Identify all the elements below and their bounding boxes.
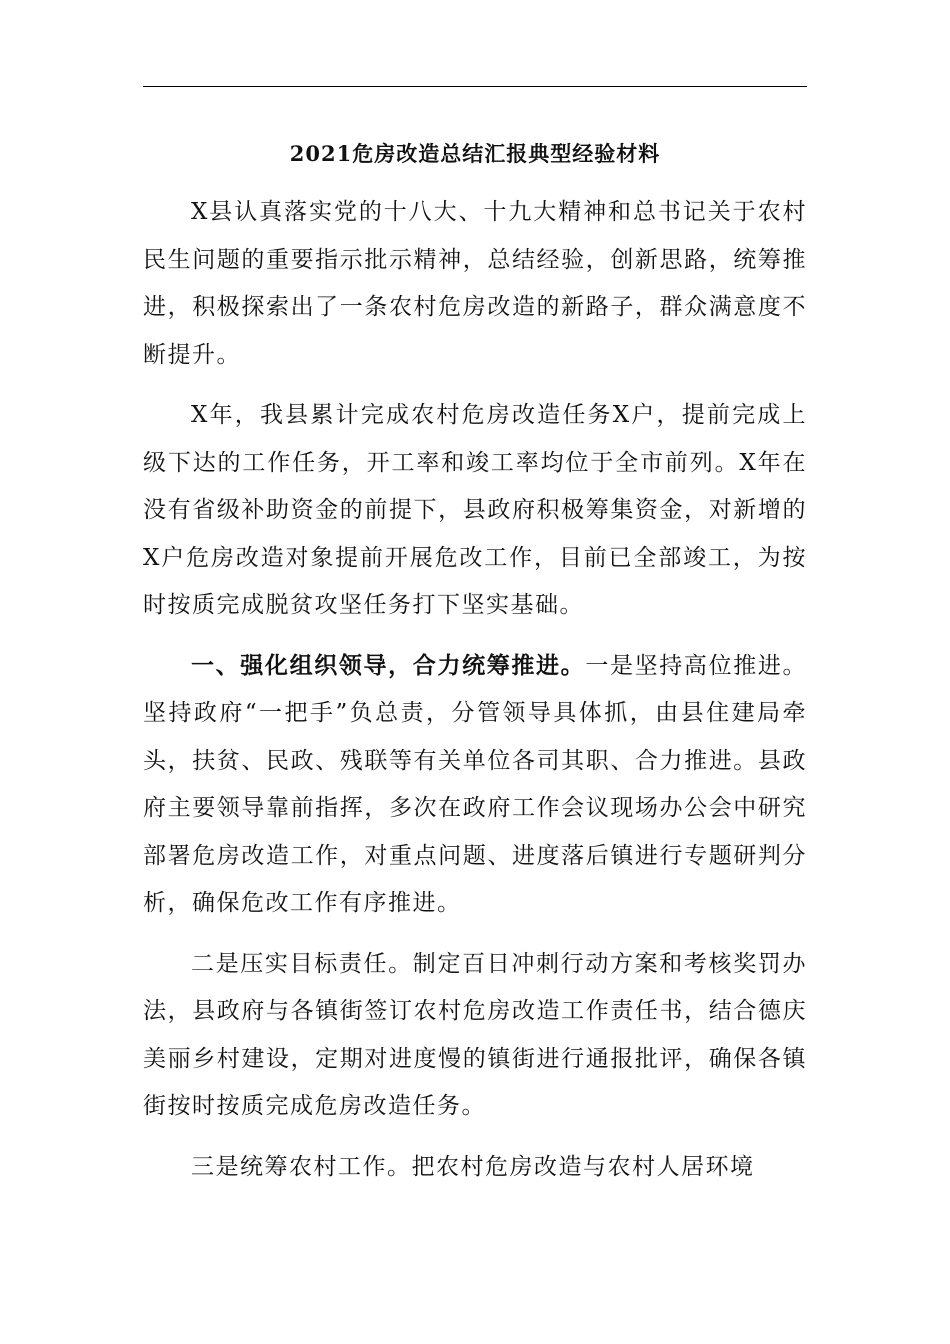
paragraph-rural-work xyxy=(143,1143,807,1192)
paragraph-responsibility xyxy=(143,940,807,1131)
paragraph-section-one xyxy=(143,642,807,928)
paragraph-intro xyxy=(143,188,807,379)
paragraph-text: 二是压实目标责任。制定百日冲刺行动方案和考核奖罚办法，县政府与各镇街签订农村危房改造工作责任书，结合德庆美丽乡村建设，定期对进度慢的镇街进行通报批评，确保各镇街按时按质完成危房改造任务。 xyxy=(143,950,807,1119)
document-title: 2021危房改造总结汇报典型经验材料 xyxy=(289,141,661,166)
document-body xyxy=(143,188,807,1203)
paragraph-results xyxy=(143,391,807,630)
paragraph-text: X年，我县累计完成农村危房改造任务X户，提前完成上级下达的工作任务，开工率和竣工率均位于全市前列。X年在没有省级补助资金的前提下，县政府积极筹集资金，对新增的X户危房改造对象提前开展危改工作，目前已全部竣工，为按时按质完成脱贫攻坚任务打下坚实基础。 xyxy=(143,402,807,618)
paragraph-text: X县认真落实党的十八大、十九大精神和总书记关于农村民生问题的重要指示批示精神，总结经验，创新思路，统筹推进，积极探索出了一条农村危房改造的新路子，群众满意度不断提升。 xyxy=(143,199,807,368)
paragraph-text: 三是统筹农村工作。把农村危房改造与农村人居环境 xyxy=(191,1153,755,1180)
section-heading-one: 一、强化组织领导，合力统筹推进。 xyxy=(191,651,586,679)
header-rule xyxy=(143,86,807,87)
paragraph-text: 一是坚持高位推进。坚持政府“一把手”负总责，分管领导具体抓，由县住建局牵头，扶贫、民政、残联等有关单位各司其职、合力推进。县政府主要领导靠前指挥，多次在政府工作会议现场办公会中研究部署危房改造工作，对重点问题、进度落后镇进行专题研判分析，确保危改工作有序推进。 xyxy=(143,652,808,916)
